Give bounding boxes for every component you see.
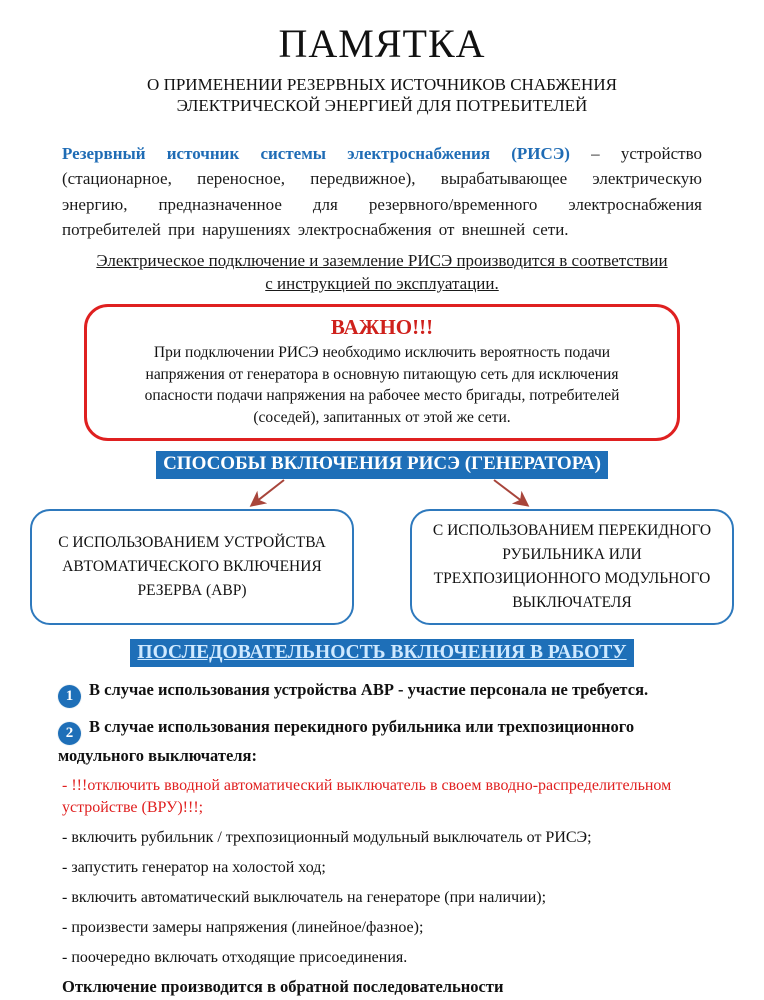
sequence-section-header: ПОСЛЕДОВАТЕЛЬНОСТЬ ВКЛЮЧЕНИЯ В РАБОТУ	[130, 639, 633, 667]
number-badge-2: 2	[58, 722, 81, 745]
methods-options-row	[0, 509, 764, 625]
option-box-avr-label: С ИСПОЛЬЗОВАНИЕМ УСТРОЙСТВА АВТОМАТИЧЕСКОГО ВКЛЮЧЕНИЯ РЕЗЕРВА (АВР)	[58, 533, 326, 599]
branch-arrows	[0, 479, 764, 509]
option-box-changeover-switch-label: С ИСПОЛЬЗОВАНИЕМ ПЕРЕКИДНОГО РУБИЛЬНИКА ИЛИ ТРЕХПОЗИЦИОННОГО МОДУЛЬНОГО ВЫКЛЮЧАТЕЛЯ	[432, 521, 712, 611]
step-item-turn-on-switch: - включить рубильник / трехпозиционный модульный выключатель от РИСЭ;	[62, 828, 592, 846]
step-item-measure-voltage: - произвести замеры напряжения (линейное/фазное);	[62, 919, 424, 937]
page-subtitle-line1: О ПРИМЕНЕНИИ РЕЗЕРВНЫХ ИСТОЧНИКОВ СНАБЖЕНИЯ	[147, 75, 617, 95]
number-badge-1: 1	[58, 685, 81, 708]
page-subtitle	[0, 75, 764, 116]
methods-section-header: СПОСОБЫ ВКЛЮЧЕНИЯ РИСЭ (ГЕНЕРАТОРА)	[156, 451, 608, 479]
methods-section	[0, 451, 764, 479]
sequence-footer-note: Отключение производится в обратной последовательности	[62, 977, 504, 997]
step-item-generator-breaker: - включить автоматический выключатель на генераторе (при наличии);	[62, 888, 547, 906]
intro-lead-term: Резервный источник системы электроснабжения (РИСЭ)	[62, 143, 570, 163]
arrow-right-icon	[494, 480, 527, 505]
numbered-item	[58, 679, 706, 708]
numbered-list	[58, 679, 706, 767]
numbered-item	[58, 716, 706, 768]
intro-definition: – устройство (стационарное, переносное, передвижное), вырабатывающее электрическую энергию, предназначенное для резервного/временного электроснабжения потребителей при нарушениях электроснабжения от внешней сети.	[62, 143, 702, 240]
page-subtitle-line2: ЭЛЕКТРИЧЕСКОЙ ЭНЕРГИЕЙ ДЛЯ ПОТРЕБИТЕЛЕЙ	[176, 95, 588, 115]
step-item-disconnect-breaker: - !!!отключить вводной автоматический выключатель в своем вводно-распределительном устройстве (ВРУ)!!!;	[62, 777, 672, 816]
option-box-avr	[30, 509, 354, 625]
important-callout-box	[84, 304, 680, 441]
important-body: При подключении РИСЭ необходимо исключить вероятность подачи напряжения от генератора в основную питающую сеть для исключения опасности подачи напряжения на рабочее место бригады, потребителей (соседей), запитанных от этой же сети.	[144, 344, 620, 426]
numbered-item-text-1: В случае использования устройства АВР - участие персонала не требуется.	[89, 680, 649, 700]
page-title: ПАМЯТКА	[278, 21, 486, 66]
arrow-left-icon	[252, 480, 284, 505]
option-box-changeover-switch	[410, 509, 734, 625]
step-item-connect-loads: - поочередно включать отходящие присоединения.	[62, 949, 408, 967]
important-title: ВАЖНО!!!	[330, 315, 434, 340]
steps-list	[62, 775, 702, 968]
sequence-section	[0, 639, 764, 667]
numbered-item-text-2: В случае использования перекидного рубильника или трехпозиционного модульного выключателя:	[58, 716, 635, 765]
step-item-start-generator: - запустить генератор на холостой ход;	[62, 858, 326, 876]
intro-paragraph	[62, 141, 702, 243]
grounding-note: Электрическое подключение и заземление РИСЭ производится в соответствии с инструкцией по эксплуатации.	[96, 250, 668, 294]
